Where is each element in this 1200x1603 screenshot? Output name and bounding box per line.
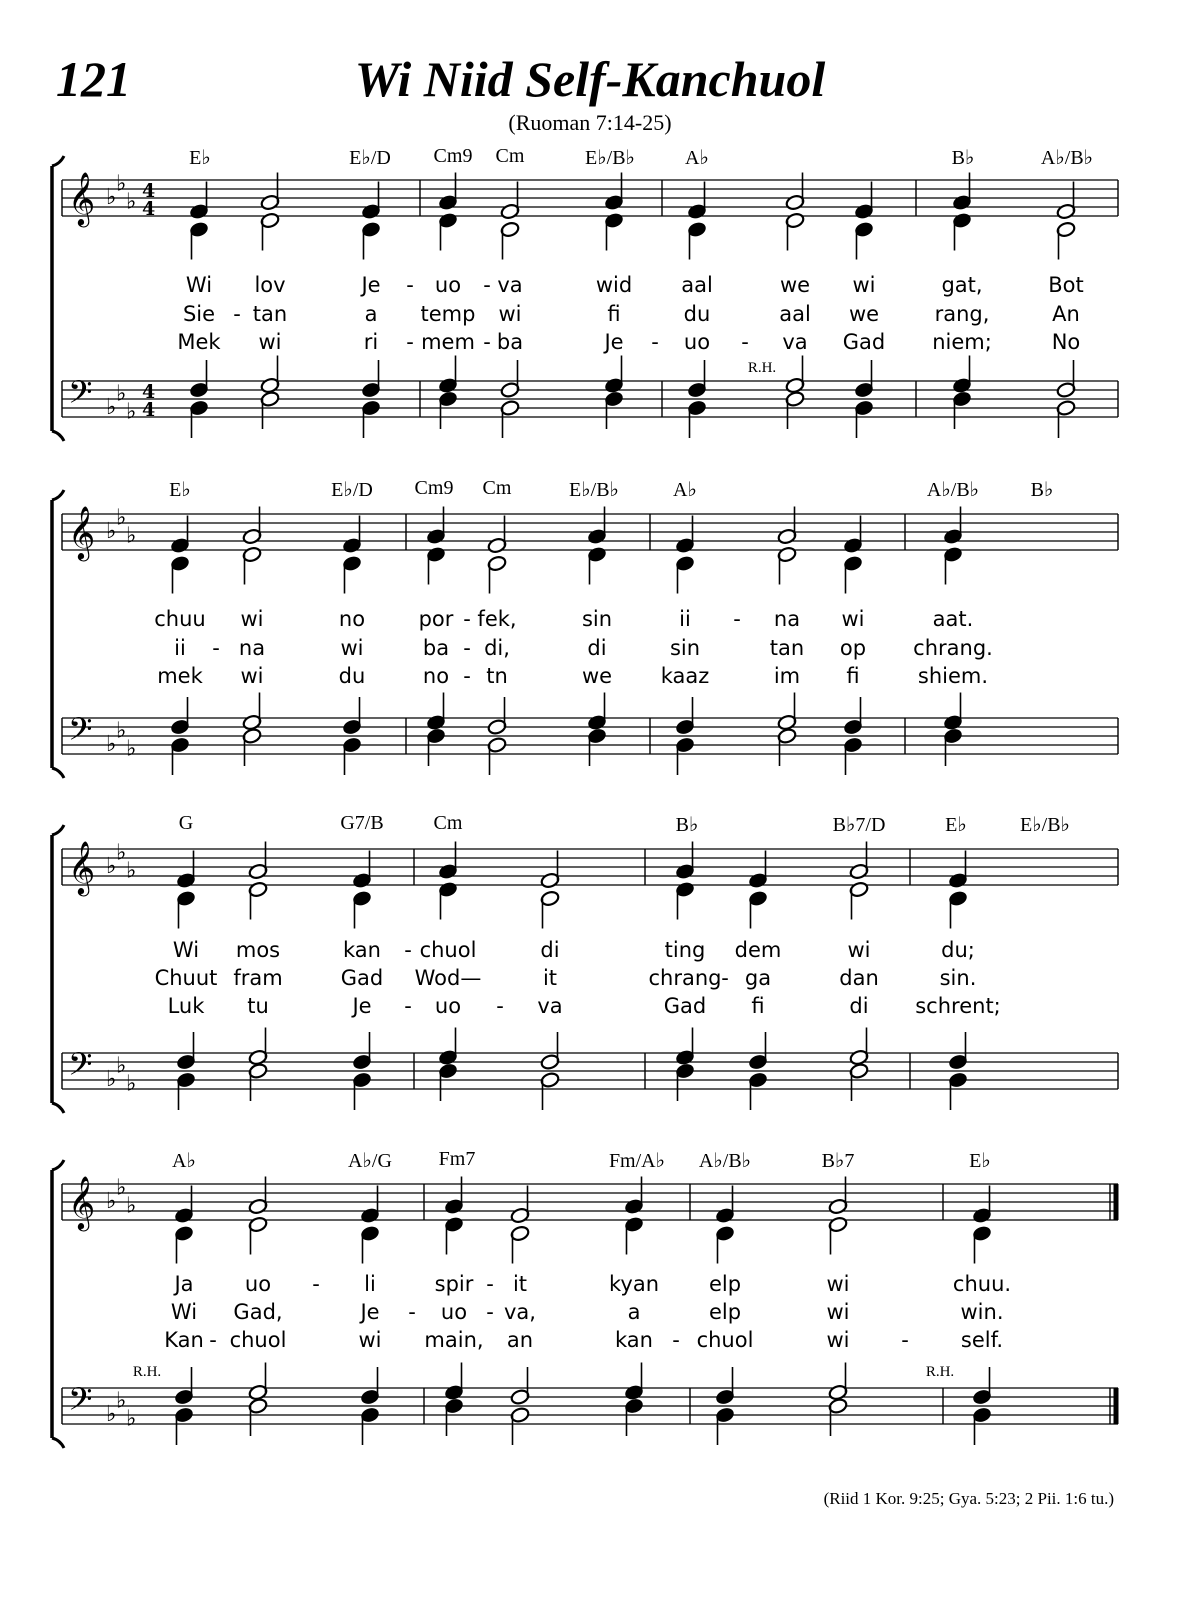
lyric-syllable: ting [664,938,706,962]
bass-clef: 𝄢 [68,374,93,418]
chord-symbol: B♭7/D [832,814,886,836]
bracket-hook [52,1438,64,1448]
song-title: Wi Niid Self-Kanchuol [354,51,826,107]
lyric-syllable: fek, [477,607,517,631]
key-signature-flat: ♭ [126,399,137,425]
lyric-syllable: ga [744,966,772,990]
lyric-syllable: temp [420,302,476,326]
lyric-syllable: wi [852,273,876,297]
lyric-syllable: lov [254,273,286,297]
lyric-syllable: va [782,330,808,354]
lyric-syllable: Sie [182,302,216,326]
lyric-syllable: ba [496,330,524,354]
lyric-syllable: Je [361,273,381,297]
lyric-syllable: it [512,1272,528,1296]
lyric-syllable: uo [244,1272,272,1296]
lyric-syllable: shiem. [917,664,989,688]
lyric-syllable: wi [498,302,522,326]
bass-clef: 𝄢 [68,1046,93,1090]
chord-symbol: B♭ [951,147,975,169]
lyric-hyphen: - [212,636,220,660]
lyric-syllable: schrent; [915,994,1001,1018]
lyric-syllable: elp [708,1300,742,1324]
lyric-hyphen: - [404,994,412,1018]
chord-symbol: Cm [433,812,463,834]
key-signature-flat: ♭ [106,1189,117,1214]
lyric-syllable: Gad [340,966,384,990]
lyric-syllable: Wi [170,1300,198,1324]
lyric-syllable: Chuut [154,966,218,990]
lyric-syllable: kyan [608,1272,660,1296]
lyric-syllable: chrang [648,966,722,990]
lyric-syllable: Bot [1048,273,1084,297]
lyric-syllable: op [839,636,867,660]
lyric-syllable: wi [826,1328,850,1352]
key-signature-flat: ♭ [106,395,117,420]
lyric-hyphen: - [404,938,412,962]
lyric-syllable: fi [846,664,860,688]
lyric-syllable: va [537,994,563,1018]
lyric-syllable: chuol [696,1328,754,1352]
chord-symbol: A♭ [673,479,697,501]
lyric-syllable: tu [247,994,269,1018]
song-number: 121 [56,51,131,107]
key-signature-flat: ♭ [116,840,127,866]
lyric-syllable: wi [258,330,282,354]
key-signature-flat: ♭ [116,1388,127,1414]
lyric-syllable: Gad, [233,1300,283,1324]
lyric-hyphen: - [721,966,729,990]
time-signature-bottom: 4 [142,198,156,220]
chord-symbol: E♭/D [349,147,391,169]
lyric-syllable: na [238,636,266,660]
lyric-syllable: sin. [939,966,977,990]
chord-symbol: A♭/B♭ [926,479,980,501]
chord-symbol: E♭ [169,479,191,501]
lyric-hyphen: - [483,273,491,297]
lyric-syllable: Gad [842,330,886,354]
lyric-syllable: we [779,273,811,297]
lyric-syllable: va [497,273,523,297]
bass-clef: 𝄢 [68,1381,93,1425]
lyric-syllable: wi [847,938,871,962]
lyric-syllable: self. [960,1328,1004,1352]
key-signature-flat: ♭ [106,1402,117,1427]
lyric-syllable: im [773,664,801,688]
lyric-syllable: rang, [934,302,990,326]
chord-symbol: Cm [495,145,525,167]
key-signature-flat: ♭ [116,1053,127,1079]
lyric-syllable: li [364,1272,376,1296]
lyric-syllable: we [581,664,613,688]
lyric-hyphen: - [901,1328,909,1352]
lyric-syllable: Je [360,1300,380,1324]
lyric-syllable: No [1051,330,1081,354]
lyric-syllable: no [422,664,450,688]
lyric-syllable: wid [595,273,633,297]
lyric-syllable: wi [240,607,264,631]
key-signature-flat: ♭ [126,523,137,549]
key-signature-flat: ♭ [116,171,127,197]
lyric-syllable: mos [235,938,281,962]
key-signature-flat: ♭ [126,736,137,762]
lyric-syllable: Wi [172,938,200,962]
chord-symbol: E♭/B♭ [569,479,619,501]
lyric-syllable: uo [434,273,462,297]
lyric-syllable: win. [960,1300,1004,1324]
chord-symbol: E♭ [945,814,967,836]
lyric-syllable: di [849,994,869,1018]
lyric-syllable: mem [421,330,475,354]
right-hand-marking: R.H. [925,1364,955,1380]
lyric-syllable: dan [839,966,879,990]
lyric-syllable: Gad [663,994,707,1018]
lyric-syllable: chuol [419,938,477,962]
lyric-syllable: main, [424,1328,484,1352]
lyric-syllable: uo [440,1300,468,1324]
lyric-syllable: we [848,302,880,326]
treble-clef: 𝄞 [68,171,96,225]
key-signature-flat: ♭ [106,732,117,757]
lyric-syllable: uo [683,330,711,354]
lyric-syllable: chrang. [913,636,993,660]
lyric-syllable: niem; [932,330,992,354]
lyric-syllable: aal [681,273,713,297]
lyric-syllable: di, [484,636,510,660]
bass-clef: 𝄢 [68,711,93,755]
lyric-syllable: du [683,302,711,326]
lyric-hyphen: - [733,607,741,631]
lyric-syllable: wi [826,1300,850,1324]
chord-symbol: Cm9 [414,477,454,499]
key-signature-flat: ♭ [106,185,117,210]
chord-symbol: B♭7 [821,1150,855,1172]
key-signature-flat: ♭ [106,519,117,544]
lyric-syllable: ba [422,636,450,660]
key-signature-flat: ♭ [126,189,137,215]
bracket-hook [52,490,64,500]
lyric-syllable: wi [240,664,264,688]
lyric-syllable: ii [679,607,691,631]
lyric-syllable: uo [434,994,462,1018]
lyric-hyphen: - [496,994,504,1018]
lyric-syllable: kan [343,938,381,962]
chord-symbol: Cm [482,477,512,499]
lyric-syllable: aal [779,302,811,326]
chord-symbol: A♭/G [348,1150,392,1172]
key-signature-flat: ♭ [116,381,127,407]
lyric-hyphen: - [233,302,241,326]
chord-symbol: Fm7 [438,1148,476,1170]
lyric-syllable: dem [734,938,782,962]
chord-symbol: Fm/A♭ [608,1150,666,1172]
lyric-hyphen: - [672,1328,680,1352]
chord-symbol: A♭/B♭ [1040,147,1094,169]
lyric-syllable: fi [607,302,621,326]
lyric-syllable: por [418,607,454,631]
treble-clef: 𝄞 [68,1175,96,1229]
lyric-syllable: kan [615,1328,653,1352]
lyric-syllable: Je [352,994,372,1018]
chord-symbol: E♭ [189,147,211,169]
lyric-syllable: chuu. [952,1272,1012,1296]
lyric-syllable: Luk [167,994,205,1018]
lyric-syllable: Wod— [414,966,482,990]
lyric-syllable: ii [174,636,186,660]
lyric-syllable: sin [581,607,613,631]
lyric-hyphen: - [483,330,491,354]
bracket-hook [52,1160,64,1170]
lyric-syllable: va, [504,1300,536,1324]
scripture-reference: (Ruoman 7:14-25) [508,110,672,135]
key-signature-flat: ♭ [106,1067,117,1092]
chord-symbol: A♭ [685,147,709,169]
lyric-syllable: sin [669,636,701,660]
key-signature-flat: ♭ [126,1406,137,1432]
lyric-syllable: mek [157,664,203,688]
lyric-syllable: Mek [177,330,221,354]
lyric-hyphen: - [406,273,414,297]
lyric-syllable: a [364,302,378,326]
key-signature-flat: ♭ [116,718,127,744]
lyric-syllable: An [1052,302,1080,326]
lyric-syllable: di [540,938,560,962]
lyric-syllable: wi [358,1328,382,1352]
lyric-syllable: aat. [932,607,974,631]
time-signature-top: 4 [142,381,156,403]
lyric-syllable: an [506,1328,534,1352]
lyric-syllable: chuu [154,607,206,631]
bracket-hook [52,1103,64,1113]
lyric-hyphen: - [463,607,471,631]
lyric-syllable: chuol [229,1328,287,1352]
key-signature-flat: ♭ [126,1193,137,1219]
bracket-hook [52,768,64,778]
time-signature-bottom: 4 [142,399,156,421]
time-signature-top: 4 [142,180,156,202]
right-hand-marking: R.H. [747,360,777,376]
lyric-syllable: wi [340,636,364,660]
lyric-syllable: Je [604,330,624,354]
chord-symbol: E♭/B♭ [1020,814,1070,836]
lyric-hyphen: - [486,1272,494,1296]
key-signature-flat: ♭ [106,854,117,879]
lyric-syllable: gat, [941,273,983,297]
lyric-syllable: Kan [164,1328,204,1352]
lyric-syllable: Wi [185,273,213,297]
lyric-syllable: it [542,966,558,990]
chord-symbol: G [178,812,194,834]
chord-symbol: E♭ [969,1150,991,1172]
bracket-hook [52,156,64,166]
lyric-syllable: fi [751,994,765,1018]
key-signature-flat: ♭ [116,1175,127,1201]
chord-symbol: A♭/B♭ [698,1150,752,1172]
bracket-hook [52,431,64,441]
lyric-hyphen: - [209,1328,217,1352]
bracket-hook [52,825,64,835]
lyric-syllable: na [773,607,801,631]
lyric-syllable: di [587,636,607,660]
lyric-syllable: wi [826,1272,850,1296]
lyric-syllable: du; [941,938,975,962]
key-signature-flat: ♭ [126,1071,137,1097]
lyric-syllable: spir [434,1272,474,1296]
lyric-syllable: elp [708,1272,742,1296]
chord-symbol: Cm9 [433,145,473,167]
lyric-hyphen: - [741,330,749,354]
lyric-syllable: ri [363,330,379,354]
chord-symbol: E♭/D [331,479,373,501]
chord-symbol: B♭ [675,814,699,836]
lyric-hyphen: - [408,1300,416,1324]
lyric-syllable: fram [233,966,283,990]
lyric-hyphen: - [486,1300,494,1324]
treble-clef: 𝄞 [68,505,96,559]
footer-references: (Riid 1 Kor. 9:25; Gya. 5:23; 2 Pii. 1:6 tu.) [823,1489,1114,1508]
chord-symbol: B♭ [1030,479,1054,501]
key-signature-flat: ♭ [126,858,137,884]
lyric-syllable: wi [841,607,865,631]
chord-symbol: A♭ [172,1150,196,1172]
lyric-hyphen: - [312,1272,320,1296]
lyric-hyphen: - [651,330,659,354]
lyric-syllable: kaaz [660,664,710,688]
lyric-syllable: tn [486,664,508,688]
lyric-syllable: tan [252,302,288,326]
key-signature-flat: ♭ [116,505,127,531]
lyric-hyphen: - [406,330,414,354]
right-hand-marking: R.H. [132,1364,162,1380]
lyric-hyphen: - [463,636,471,660]
lyric-syllable: Ja [174,1272,194,1296]
chord-symbol: E♭/B♭ [585,147,635,169]
lyric-syllable: no [338,607,366,631]
chord-symbol: G7/B [340,812,384,834]
treble-clef: 𝄞 [68,840,96,894]
lyric-hyphen: - [463,664,471,688]
lyric-syllable: du [338,664,366,688]
lyric-syllable: a [627,1300,641,1324]
lyric-syllable: tan [769,636,805,660]
